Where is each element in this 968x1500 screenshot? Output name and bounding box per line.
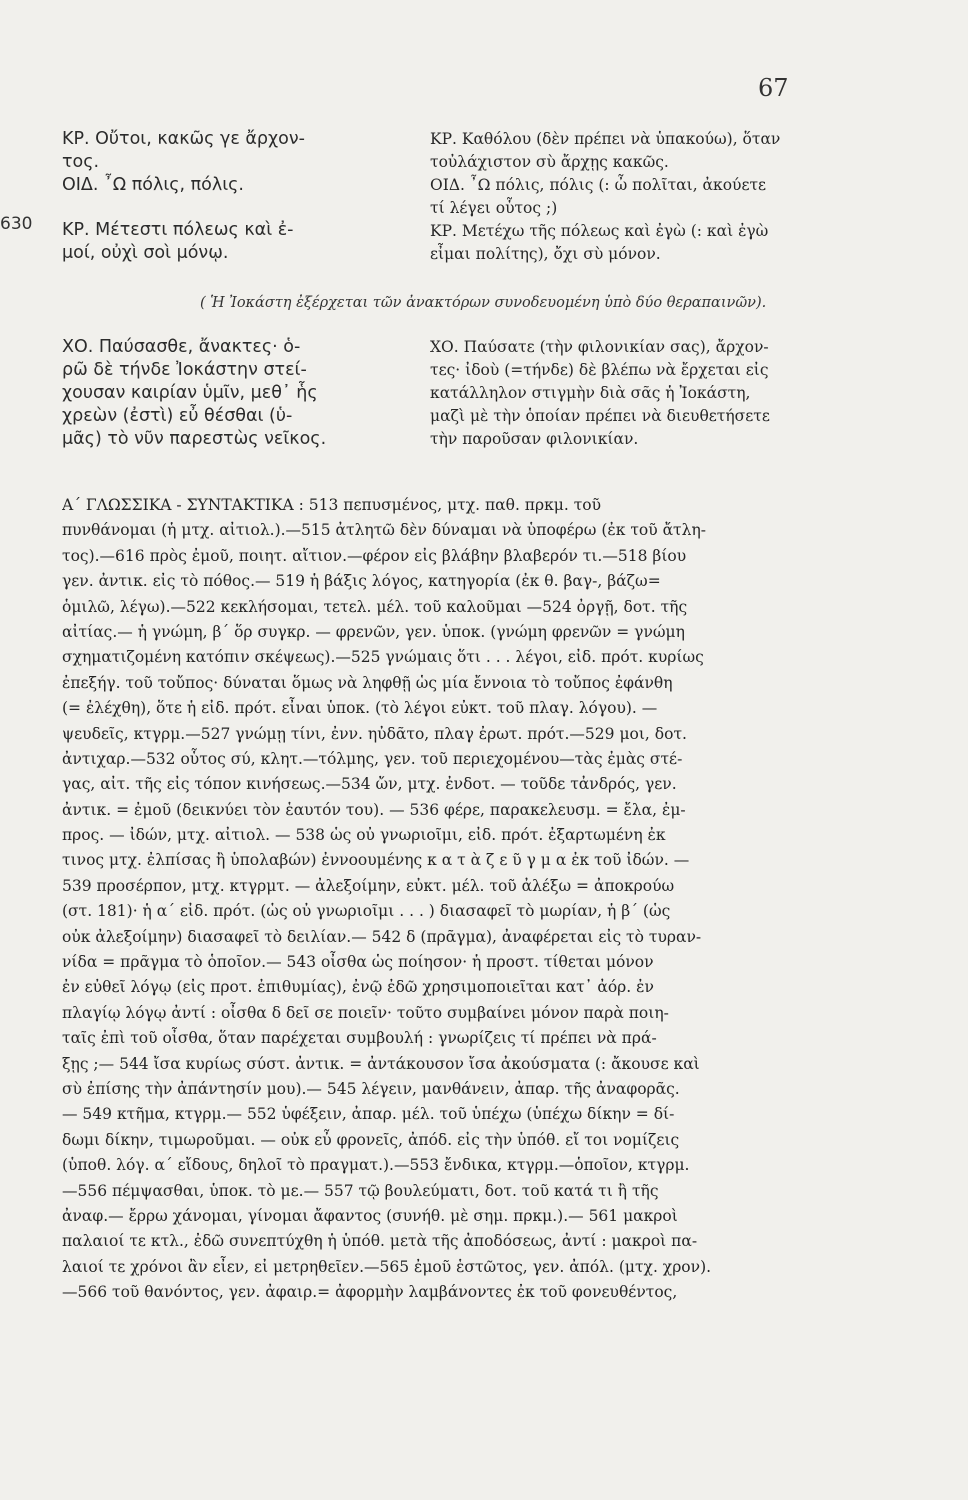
glossary-line: τινος μτχ. ἐλπίσας ἢ ὑπολαβών) ἐννοουμένης κ α τ ὰ ζ ε ῦ γ μ α ἐκ τοῦ ἰδών. —: [62, 851, 690, 870]
glossary-line: οὐκ ἀλεξοίμην) διασαφεῖ τὸ δειλίαν.— 542 δ (πρᾶγμα), ἀναφέρεται εἰς τὸ τυραν-: [62, 927, 702, 946]
verse-line: χουσαν καιρίαν ὑμῖν, μεθ᾽ ἧς: [62, 383, 318, 403]
glossary-line: —566 τοῦ θανόντος, γεν. ἀφαιρ.= ἀφορμὴν λαμβάνοντες ἐκ τοῦ φονευθέντος,: [62, 1283, 678, 1302]
glossary-line: δωμι δίκην, τιμωροῦμαι. — οὐκ εὖ φρονεῖς, ἀπόδ. εἰς τὴν ὑπόθ. εἴ τοι νομίζεις: [62, 1130, 680, 1149]
verse-line: ρῶ δὲ τήνδε Ἰοκάστην στεί-: [62, 360, 307, 380]
glossary-line: (ὑποθ. λόγ. α΄ εἴδους, δηλοῖ τὸ πραγματ.).—553 ἔνδικα, κτγρμ.—ὁποῖον, κτγρμ.: [62, 1156, 690, 1175]
glossary-line: ὁμιλῶ, λέγω).—522 κεκλήσομαι, τετελ. μέλ. τοῦ καλοῦμαι —524 ὀργῇ, δοτ. τῆς: [62, 597, 688, 616]
glossary-line: σχηματιζομένη κατόπιν σκέψεως).—525 γνώμαις ὅτι . . . λέγοι, εἰδ. πρότ. κυρίως: [62, 648, 704, 667]
translation-line: ΧΟ. Παύσατε (τὴν φιλονικίαν σας), ἄρχον-: [430, 338, 769, 356]
translation-line: ΟΙΔ. ῏Ω πόλις, πόλις (: ὦ πολῖται, ἀκούετε: [430, 176, 767, 194]
glossary-line: 539 προσέρπον, μτχ. κτγρμτ. — ἀλεξοίμην, εὐκτ. μέλ. τοῦ ἀλέξω = ἀποκρούω: [62, 876, 675, 895]
glossary-line: αἰτίας.— ἡ γνώμη, β΄ ὅρ συγκρ. — φρενῶν, γεν. ὑποκ. (γνώμη φρενῶν = γνώμη: [62, 622, 685, 641]
glossary-line: λαιοί τε χρόνοι ἂν εἶεν, εἰ μετρηθεῖεν.—565 ἐμοῦ ἑστῶτος, γεν. ἀπόλ. (μτχ. χρον).: [62, 1257, 712, 1276]
translation-line: μαζὶ μὲ τὴν ὁποίαν πρέπει νὰ διευθετήσετε: [430, 407, 770, 425]
dialogue-translation-column: [430, 128, 780, 266]
glossary-line: ταῖς ἐπὶ τοῦ οἶσθα, ὅταν παρέχεται συμβουλή : γνωρίζεις τί πρέπει νὰ πρά-: [62, 1029, 657, 1048]
verse-line: ΟΙΔ. ῏Ω πόλις, πόλις.: [62, 175, 244, 195]
translation-line: ΚΡ. Μετέχω τῆς πόλεως καὶ ἐγὼ (: καὶ ἐγὼ: [430, 222, 769, 240]
glossary-line: — 549 κτῆμα, κτγρμ.— 552 ὑφέξειν, ἀπαρ. μέλ. τοῦ ὑπέχω (ὑπέχω δίκην = δί-: [62, 1105, 675, 1124]
glossary-line: ξῃς ;— 544 ἴσα κυρίως σύστ. ἀντικ. = ἀντάκουσον ἴσα ἀκούσματα (: ἄκουσε καὶ: [62, 1054, 700, 1073]
glossary-line: ἀντιχαρ.—532 οὗτος σύ, κλητ.—τόλμης, γεν. τοῦ περιεχομένου—τὰς ἐμὰς στέ-: [62, 749, 683, 768]
page-number: 67: [758, 74, 789, 102]
translation-line: κατάλληλον στιγμὴν διὰ σᾶς ἡ Ἰοκάστη,: [430, 384, 751, 402]
glossary-line: σὺ ἐπίσης τὴν ἀπάντησίν μου).— 545 λέγειν, μανθάνειν, ἀπαρ. τῆς ἀναφορᾶς.: [62, 1079, 680, 1098]
chorus-original-column: [62, 336, 326, 451]
glossary-line: παλαιοί τε κτλ., ἐδῶ συνεπτύχθη ἡ ὑπόθ. μετὰ τῆς ἀποδόσεως, ἀντί : μακροὶ πα-: [62, 1232, 698, 1251]
verse-line: ΧΟ. Παύσασθε, ἄνακτες· ὁ-: [62, 337, 301, 357]
glossary-line: Α΄ ΓΛΩΣΣΙΚΑ - ΣΥΝΤΑΚΤΙΚΑ : 513 πεπυσμένος, μτχ. παθ. πρκμ. τοῦ: [62, 496, 602, 514]
glossary-line: γας, αἰτ. τῆς εἰς τόπον κινήσεως.—534 ὤν, μτχ. ἐνδοτ. — τοῦδε τἀνδρός, γεν.: [62, 775, 677, 794]
glossary-line: ἀντικ. = ἐμοῦ (δεικνύει τὸν ἑαυτόν του). — 536 φέρε, παρακελευσμ. = ἔλα, ἐμ-: [62, 800, 686, 819]
glossary-line: προς. — ἰδών, μτχ. αἰτιολ. — 538 ὡς οὐ γνωριοῖμι, εἰδ. πρότ. ἐξαρτωμένη ἐκ: [62, 826, 666, 845]
translation-line: εἶμαι πολίτης), ὄχι σὺ μόνον.: [430, 245, 661, 263]
verse-line: μᾶς) τὸ νῦν παρεστὼς νεῖκος.: [62, 429, 327, 449]
translation-line: ΚΡ. Καθόλου (δὲν πρέπει νὰ ὑπακούω), ὅταν: [430, 130, 781, 148]
dialogue-original-column: [62, 128, 305, 265]
glossary-line: —556 πέμψασθαι, ὑποκ. τὸ με.— 557 τῷ βουλεύματι, δοτ. τοῦ κατά τι ἢ τῆς: [62, 1181, 659, 1200]
glossary-notes: [62, 493, 790, 1306]
glossary-line: πυνθάνομαι (ἡ μτχ. αἰτιολ.).—515 ἀτλητῶ δὲν δύναμαι νὰ ὑποφέρω (ἐκ τοῦ ἄτλη-: [62, 521, 706, 540]
translation-line: τὴν παροῦσαν φιλονικίαν.: [430, 430, 639, 448]
glossary-line: ἀναφ.— ἔρρω χάνομαι, γίνομαι ἄφαντος (συνήθ. μὲ σημ. πρκμ.).— 561 μακροὶ: [62, 1206, 678, 1225]
glossary-line: ἐπεξήγ. τοῦ τοὔπος· δύναται ὅμως νὰ ληφθῇ ὡς μία ἔννοια τὸ τοὔπος ἐφάνθη: [62, 673, 673, 692]
translation-line: τες· ἰδοὺ (=τήνδε) δὲ βλέπω νὰ ἔρχεται εἰς: [430, 361, 769, 379]
glossary-line: ἐν εὐθεῖ λόγῳ (εἰς προτ. ἐπιθυμίας), ἐνῷ ἐδῶ χρησιμοποιεῖται κατ᾽ ἀόρ. ἐν: [62, 978, 654, 997]
glossary-line: (= ἐλέχθη), ὅτε ἡ εἰδ. πρότ. εἶναι ὑποκ. (τὸ λέγοι εὐκτ. τοῦ πλαγ. λόγου). —: [62, 699, 658, 718]
verse-line: τος.: [62, 152, 100, 172]
verse-line: ΚΡ. Μέτεστι πόλεως καὶ ἐ-: [62, 220, 294, 240]
verse-line: μοί, οὐχὶ σοὶ μόνῳ.: [62, 243, 229, 263]
glossary-line: νίδα = πρᾶγμα τὸ ὁποῖον.— 543 οἶσθα ὡς ποίησον· ἡ προστ. τίθεται μόνον: [62, 953, 654, 972]
chorus-translation-column: [430, 336, 770, 451]
glossary-line: γεν. ἀντικ. εἰς τὸ πόθος.— 519 ἡ βάξις λόγος, κατηγορία (ἐκ θ. βαγ-, βάζω=: [62, 572, 661, 591]
verse-line: χρεὼν (ἐστὶ) εὖ θέσθαι (ὑ-: [62, 406, 293, 426]
line-marker: 630: [0, 214, 33, 234]
translation-line: τοὐλάχιστον σὺ ἄρχῃς κακῶς.: [430, 153, 669, 171]
translation-line: τί λέγει οὗτος ;): [430, 199, 558, 217]
stage-direction: ( Ἡ Ἰοκάστη ἐξέρχεται τῶν ἀνακτόρων συνοδευομένη ὑπὸ δύο θεραπαινῶν).: [200, 295, 767, 311]
glossary-line: τος).—616 πρὸς ἐμοῦ, ποιητ. αἴτιον.—φέρον εἰς βλάβην βλαβερόν τι.—518 βίου: [62, 546, 687, 565]
verse-line: ΚΡ. Οὔτοι, κακῶς γε ἄρχον-: [62, 129, 305, 149]
glossary-line: (στ. 181)· ἡ α΄ εἰδ. πρότ. (ὡς οὐ γνωριοῖμι . . . ) διασαφεῖ τὸ μωρίαν, ἡ β΄ (ὡς: [62, 902, 671, 921]
glossary-line: πλαγίῳ λόγῳ ἀντί : οἶσθα δ δεῖ σε ποιεῖν· τοῦτο συμβαίνει μόνον παρὰ ποιη-: [62, 1003, 669, 1022]
glossary-line: ψευδεῖς, κτγρμ.—527 γνώμῃ τίνι, ἐνν. ηὐδᾶτο, πλαγ ἐρωτ. πρότ.—529 μοι, δοτ.: [62, 724, 687, 743]
